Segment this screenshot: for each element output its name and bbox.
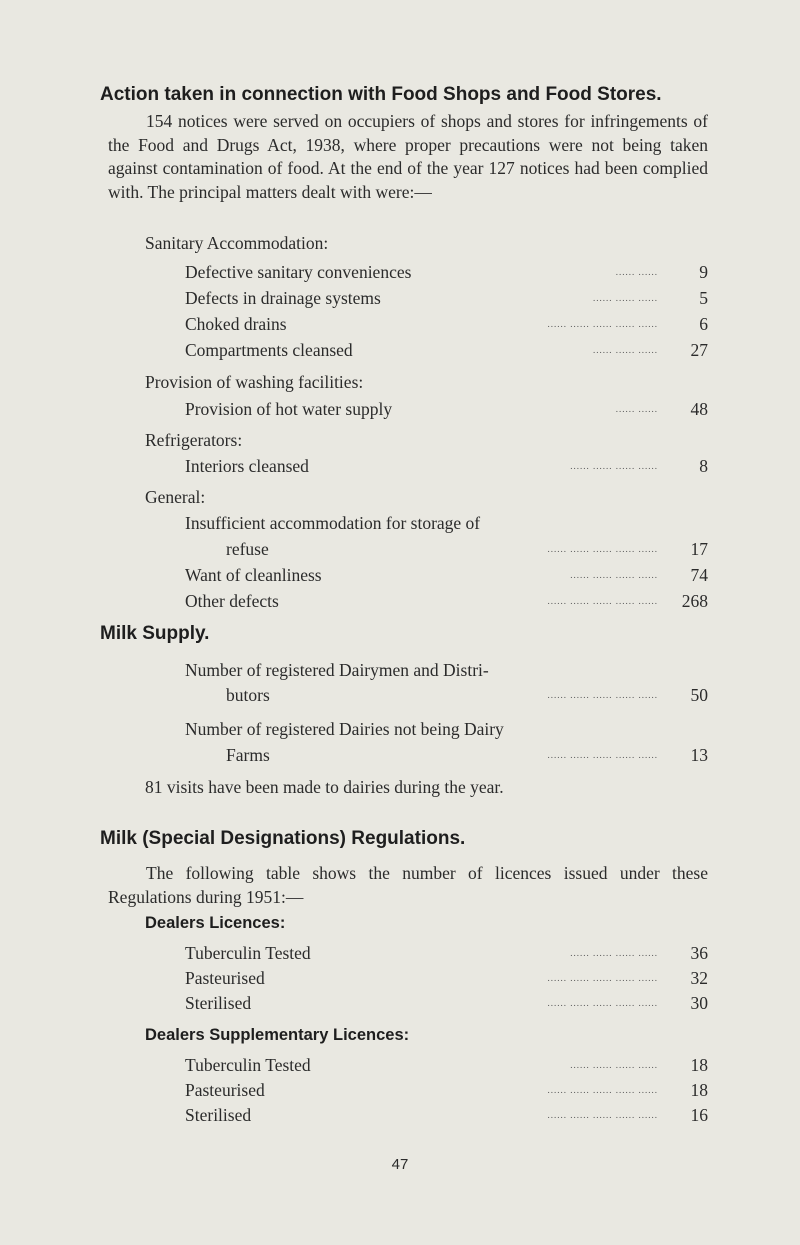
row-label: Pasteurised [185,968,265,988]
refrigerators-row [185,455,708,477]
row-leader: ...... ...... ...... ...... ...... [547,319,658,329]
dealers-row [185,942,708,964]
supplementary-row [185,1104,708,1126]
row-value: 18 [690,1055,708,1075]
row-label: refuse [226,539,269,559]
row-value: 74 [690,565,708,585]
washing-heading: Provision of washing facilities: [145,372,364,392]
row-value: 16 [690,1105,708,1125]
food-shops-heading: Action taken in connection with Food Shops and Food Stores. [100,84,662,105]
general-row [185,564,708,586]
row-label: Choked drains [185,314,287,334]
row-label: Other defects [185,591,279,611]
row-label: Sterilised [185,1105,252,1125]
general-row [185,538,708,560]
row-value: 48 [690,399,708,419]
row-leader: ...... ...... ...... [593,345,658,355]
row-value: 27 [690,340,708,360]
row-label: Pasteurised [185,1080,265,1100]
regulations-paragraph: The following table shows the number of licences issued under these Regulations during 1951:— [108,863,708,907]
row-leader: ...... ...... ...... ...... ...... [547,544,658,554]
sanitary-row [185,313,708,335]
visits-text: 81 visits have been made to dairies during the year. [145,777,504,797]
row-leader: ...... ...... ...... ...... [570,570,658,580]
row-value: 5 [699,288,708,308]
row-value: 8 [699,456,708,476]
row-leader: ...... ...... ...... [593,293,658,303]
sanitary-row [185,287,708,309]
washing-row [185,398,708,420]
supplementary-row [185,1079,708,1101]
dairymen-line1: Number of registered Dairymen and Distri- [185,660,489,680]
row-leader: ...... ...... [615,267,658,277]
dealers-row [185,992,708,1014]
row-leader: ...... ...... ...... ...... ...... [547,1110,658,1120]
sanitary-heading: Sanitary Accommodation: [145,233,329,253]
general-heading: General: [145,487,206,507]
row-value: 268 [681,591,708,611]
row-value: 36 [690,943,708,963]
row-label: Defects in drainage systems [185,288,381,308]
row-label: Interiors cleansed [185,456,309,476]
row-leader: ...... ...... ...... ...... [570,461,658,471]
refrigerators-heading: Refrigerators: [145,430,243,450]
row-label: Tuberculin Tested [185,943,311,963]
dealers-row [185,967,708,989]
row-label: Compartments cleansed [185,340,353,360]
row-leader: ...... ...... ...... ...... ...... [547,596,658,606]
row-leader: ...... ...... ...... ...... [570,1060,658,1070]
sanitary-row [185,339,708,361]
row-leader: ...... ...... ...... ...... [570,948,658,958]
row-leader: ...... ...... [615,404,658,414]
row-label: Defective sanitary conveniences [185,262,412,282]
row-value: 13 [690,745,708,765]
row-label: Want of cleanliness [185,565,322,585]
dairies-row [185,744,708,766]
row-label: Sterilised [185,993,252,1013]
row-label: Tuberculin Tested [185,1055,311,1075]
row-value: 17 [690,539,708,559]
supplementary-row [185,1054,708,1076]
row-label: Provision of hot water supply [185,399,393,419]
supplementary-licences-heading: Dealers Supplementary Licences: [145,1026,410,1044]
row-leader: ...... ...... ...... ...... ...... [547,690,658,700]
sanitary-row [185,261,708,283]
general-row [185,590,708,612]
general-item-line1: Insufficient accommodation for storage of [185,513,481,533]
row-value: 30 [690,993,708,1013]
row-label: Farms [226,745,270,765]
row-leader: ...... ...... ...... ...... ...... [547,973,658,983]
row-leader: ...... ...... ...... ...... ...... [547,998,658,1008]
dairies-line1: Number of registered Dairies not being Dairy [185,719,504,739]
milk-supply-heading: Milk Supply. [100,623,210,644]
dairymen-row [185,684,708,706]
milk-regulations-heading: Milk (Special Designations) Regulations. [100,828,466,849]
row-value: 6 [699,314,708,334]
row-label: butors [226,685,270,705]
row-value: 50 [690,685,708,705]
row-value: 18 [690,1080,708,1100]
dealers-licences-heading: Dealers Licences: [145,914,286,932]
page-number: 47 [391,1156,409,1173]
food-shops-paragraph: 154 notices were served on occupiers of shops and stores for infringements of the Food and Drugs Act, 1938, where proper precautions were not being taken against contamination of food. At the end of the year 127 notices had been complied with. The principal matters dealt with were:— [108,111,708,202]
row-leader: ...... ...... ...... ...... ...... [547,1085,658,1095]
row-value: 32 [690,968,708,988]
row-leader: ...... ...... ...... ...... ...... [547,750,658,760]
row-value: 9 [699,262,708,282]
